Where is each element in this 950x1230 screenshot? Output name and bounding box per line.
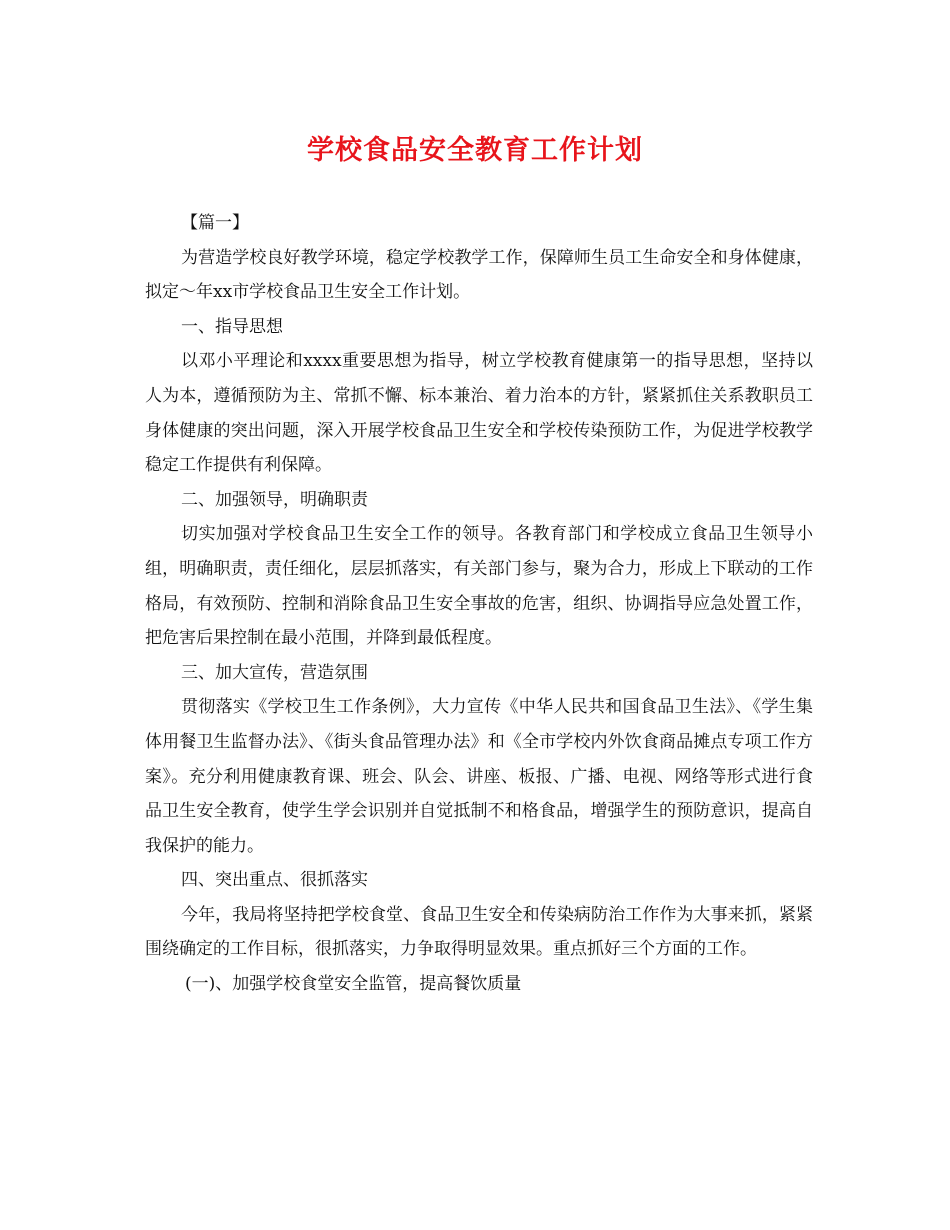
paragraph-guiding-thought: 以邓小平理论和xxxx重要思想为指导，树立学校教育健康第一的指导思想，坚持以人为本，遵循预防为主、常抓不懈、标本兼治、着力治本的方针，紧紧抓住关系教职员工身体健康的突出问题，深入开展学校食品卫生安全和学校传染预防工作，为促进学校教学稳定工作提供有利保障。: [145, 351, 813, 476]
paragraph-publicity: 贯彻落实《学校卫生工作条例》，大力宣传《中华人民共和国食品卫生法》、《学生集体用餐卫生监督办法》、《街头食品管理办法》和《全市学校内外饮食商品摊点专项工作方案》。充分利用健康教育课、班会、队会、讲座、板报、广播、电视、网络等形式进行食品卫生安全教育，使学生学会识别并自觉抵制不和格食品，增强学生的预防意识，提高自我保护的能力。: [145, 697, 813, 856]
paragraph-leadership: 切实加强对学校食品卫生安全工作的领导。各教育部门和学校成立食品卫生领导小组，明确职责，责任细化，层层抓落实，有关部门参与，聚为合力，形成上下联动的工作格局，有效预防、控制和消除食品卫生安全事故的危害，组织、协调指导应急处置工作，把危害后果控制在最小范围，并降到最低程度。: [145, 524, 813, 649]
heading-leadership: 二、加强领导，明确职责: [181, 489, 368, 510]
document-body: [145, 206, 813, 1002]
subheading-canteen: (一)、加强学校食堂安全监管，提高餐饮质量: [185, 974, 522, 995]
document-title: 学校食品安全教育工作计划: [307, 135, 643, 166]
section-marker: 【篇一】: [181, 213, 249, 233]
heading-publicity: 三、加大宣传，营造氛围: [181, 662, 368, 683]
paragraph-key-points: 今年，我局将坚持把学校食堂、食品卫生安全和传染病防治工作作为大事来抓，紧紧围绕确定的工作目标，很抓落实，力争取得明显效果。重点抓好三个方面的工作。: [145, 904, 813, 960]
heading-key-points: 四、突出重点、很抓落实: [181, 870, 368, 891]
intro-paragraph: 为营造学校良好教学环境，稳定学校教学工作，保障师生员工生命安全和身体健康，拟定～年xx市学校食品卫生安全工作计划。: [145, 247, 813, 303]
heading-guiding-thought: 一、指导思想: [181, 316, 283, 337]
